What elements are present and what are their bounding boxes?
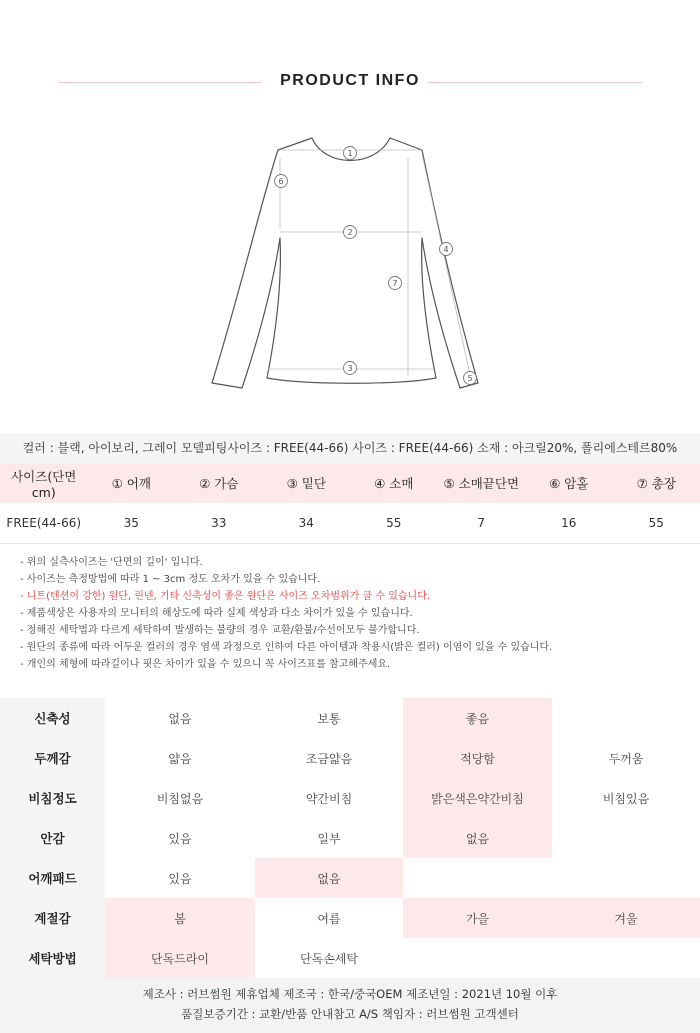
warranty-line: 품질보증기간 : 교환/반품 안내참고 A/S 책임자 : 러브썸원 고객센터 [181,1007,519,1021]
product-info-header [0,66,700,98]
note-item: - 정해진 세탁법과 다르게 세탁하여 발생하는 불량의 경우 교환/환불/수선이모두 불가합니다. [20,625,420,636]
page-title: PRODUCT INFO [280,72,420,89]
note-item: - 개인의 체형에 따라길이나 핏은 차이가 있을 수 있으니 꼭 사이즈표를 참고해주세요. [20,659,391,670]
size-cell: 7 [438,503,526,543]
feature-option: 있음 [168,871,192,886]
feature-option-selected: 없음 [403,818,552,858]
feature-option [552,858,700,898]
feature-option: 약간비침 [305,791,353,806]
feature-option-selected: 적당함 [403,738,552,778]
feature-option: 일부 [317,831,341,846]
feature-row-shoulder-pad [0,858,700,898]
size-header-cell: ① 어깨 [88,463,176,503]
size-header-cell: ⑥ 암홀 [525,463,613,503]
size-cell: FREE(44-66) [0,503,88,543]
feature-option-selected: 밝은색은약간비침 [403,778,552,818]
measurement-marker-label: 7 [392,279,398,288]
measurement-marker-label: 1 [347,149,353,158]
feature-row-stretch [0,698,700,738]
size-table [0,463,700,544]
feature-label: 세탁방법 [0,938,105,978]
feature-option [552,938,700,978]
feature-row-lining [0,818,700,858]
feature-option: 얇음 [168,751,192,766]
feature-option: 없음 [168,711,192,726]
feature-option: 여름 [317,911,341,926]
feature-option: 단독손세탁 [300,951,358,966]
feature-row-sheerness [0,778,700,818]
garment-outline [212,138,478,388]
feature-option: 두꺼움 [608,751,644,766]
size-header-cell: ③ 밑단 [263,463,351,503]
size-cell: 34 [263,503,351,543]
manufacturer-line: 제조사 : 러브썸원 제휴업체 제조국 : 한국/중국OEM 제조년일 : 2021년 10월 이후 [142,987,558,1001]
spec-summary: 컬러 : 블랙, 아이보리, 그레이 모델피팅사이즈 : FREE(44-66) 사이즈 : FREE(44-66) 소재 : 아크릴20%, 폴리에스테르80% [0,433,700,463]
feature-option: 비침없음 [156,791,204,806]
feature-option [403,858,552,898]
feature-label: 비침정도 [0,778,105,818]
feature-label: 안감 [0,818,105,858]
manufacturer-info [0,978,700,1033]
note-item: - 위의 실측사이즈는 '단면의 길이' 입니다. [20,557,203,568]
note-item-warning: - 니트(텐션이 강한) 원단, 린넨, 기타 신축성이 좋은 원단은 사이즈 오차범위가 클 수 있습니다. [20,591,431,602]
feature-option-selected: 좋음 [403,698,552,738]
garment-measurement-illustration [200,128,500,398]
size-cell: 55 [613,503,700,543]
feature-option-selected: 없음 [255,858,403,898]
measurement-marker-label: 4 [443,245,449,254]
size-header-cell: ⑦ 총장 [613,463,700,503]
feature-option-selected: 겨울 [552,898,700,938]
size-header-cell: ⑤ 소매끝단면 [438,463,526,503]
feature-row-washing [0,938,700,978]
feature-option: 비침있음 [602,791,650,806]
size-header-cell: 사이즈(단면cm) [0,463,88,503]
measurement-marker-label: 2 [347,228,353,237]
size-header-cell: ② 가슴 [175,463,263,503]
feature-row-season [0,898,700,938]
feature-option [552,698,700,738]
size-cell: 33 [175,503,263,543]
note-item: - 제품색상은 사용자의 모니터의 해상도에 따라 실제 색상과 다소 차이가 있을 수 있습니다. [20,608,413,619]
feature-option: 보통 [317,711,341,726]
feature-option: 조금얇음 [305,751,353,766]
size-table-header [0,463,700,503]
feature-option-selected: 봄 [105,898,255,938]
feature-option-selected: 단독드라이 [105,938,255,978]
feature-option [403,938,552,978]
feature-option: 있음 [168,831,192,846]
size-notes [20,554,680,673]
measurement-marker-label: 6 [278,177,284,186]
size-cell: 35 [88,503,176,543]
measurement-marker-label: 5 [467,374,473,383]
size-table-row [0,503,700,543]
feature-option-selected: 가을 [403,898,552,938]
feature-label: 계절감 [0,898,105,938]
feature-label: 신축성 [0,698,105,738]
size-cell: 55 [350,503,438,543]
measurement-marker-label: 3 [347,364,353,373]
size-cell: 16 [525,503,613,543]
feature-table [0,698,700,978]
feature-row-thickness [0,738,700,778]
feature-option [552,818,700,858]
header-divider-right [428,82,642,83]
note-item: - 사이즈는 측정방법에 따라 1 ~ 3cm 정도 오차가 있을 수 있습니다. [20,574,321,585]
feature-label: 어깨패드 [0,858,105,898]
size-header-cell: ④ 소매 [350,463,438,503]
note-item: - 원단의 종류에 따라 어두운 컬러의 경우 염색 과정으로 인하여 다른 아이템과 착용시(밝은 컬러) 이염이 있을 수 있습니다. [20,642,553,653]
feature-label: 두께감 [0,738,105,778]
